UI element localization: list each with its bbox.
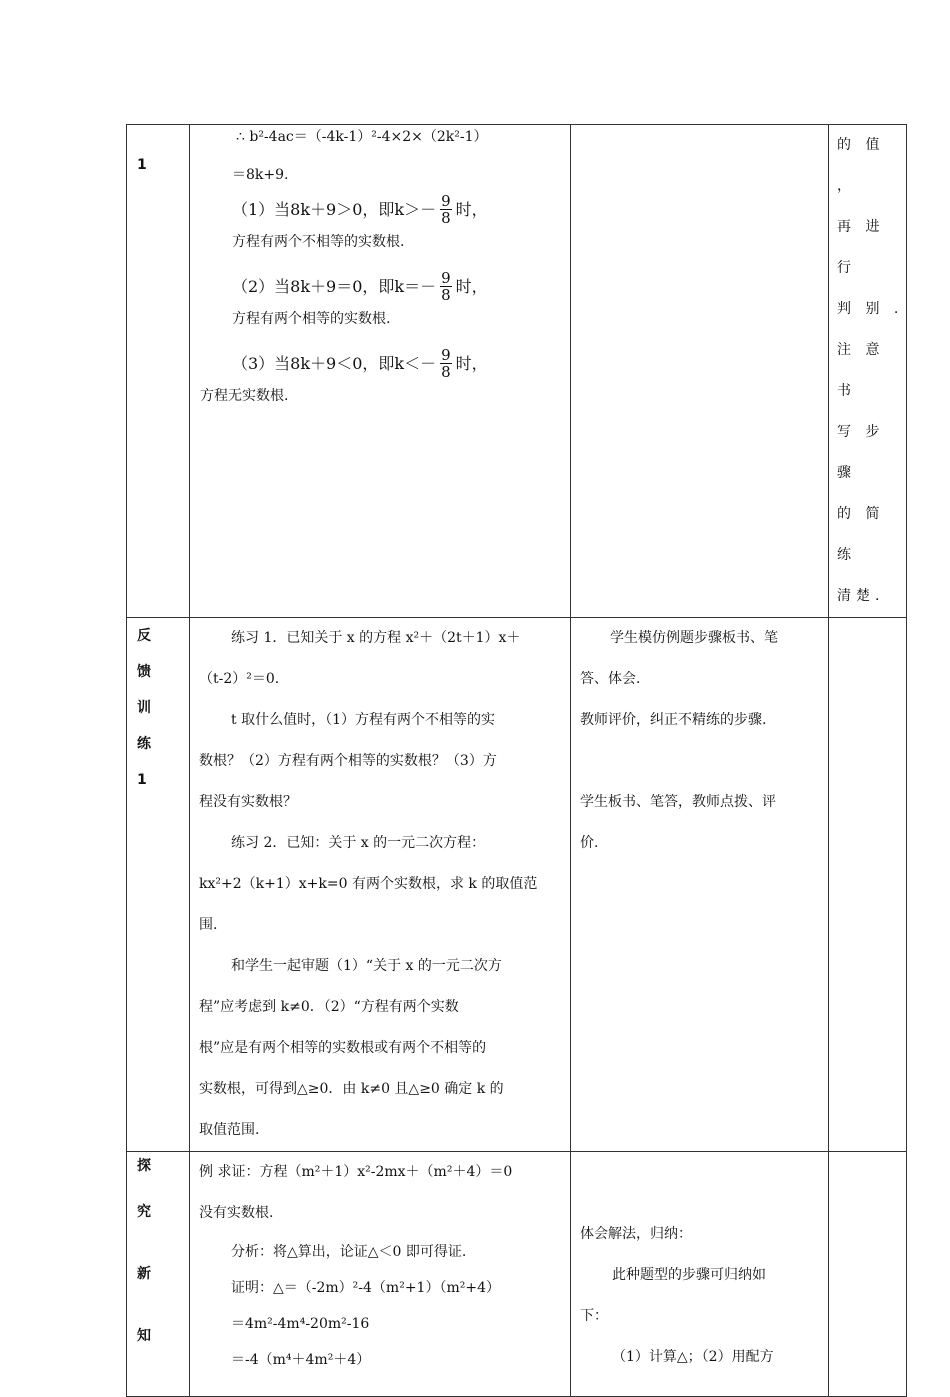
text-line: 程”应考虑到 k≠0．（2）“方程有两个实数 — [199, 999, 459, 1015]
note-line: 写 步 骤 — [837, 424, 885, 481]
text-line: ＝8k+9. — [232, 167, 289, 183]
formula-text: 时， — [455, 199, 488, 219]
formula-text: 时， — [455, 276, 488, 296]
text-line: 取值范围. — [199, 1122, 260, 1138]
activity-cell — [571, 125, 829, 618]
row-label-char: 究 — [137, 1204, 151, 1220]
activity-cell — [571, 1152, 829, 1397]
content-cell — [190, 125, 571, 618]
text-line: 学生板书、笔答，教师点拨、评 — [580, 794, 776, 810]
text-line: （1）计算△；（2）用配方 — [612, 1349, 774, 1365]
text-line: 围. — [199, 917, 218, 933]
fraction-denominator: 8 — [441, 363, 451, 381]
row-label-char: 探 — [137, 1158, 151, 1174]
text-line: 没有实数根. — [199, 1205, 274, 1221]
text-line: 数根？（2）方程有两个相等的实数根？（3）方 — [199, 753, 497, 769]
formula-line — [200, 347, 570, 380]
text-line: 根”应是有两个相等的实数根或有两个不相等的 — [199, 1040, 487, 1056]
table-row — [127, 618, 907, 1152]
text-line: 此种题型的步骤可归纳如 — [612, 1267, 766, 1283]
fraction-denominator: 8 — [441, 286, 451, 304]
text-line: 实数根，可得到△≥0．由 k≠0 且△≥0 确定 k 的 — [199, 1081, 504, 1097]
note-line: 的 简 练 — [837, 506, 885, 563]
text-line: 价. — [580, 835, 599, 851]
row-label-char: 馈 — [137, 664, 151, 680]
note-line: 的 值 ， — [837, 137, 885, 194]
fraction — [440, 193, 452, 226]
note-cell — [829, 618, 907, 1152]
formula-line — [200, 193, 570, 226]
content-cell — [190, 618, 571, 1152]
text-line: kx²+2（k+1）x+k=0 有两个实数根，求 k 的取值范 — [199, 876, 538, 892]
lesson-plan-table — [126, 124, 907, 1397]
content-cell — [190, 1152, 571, 1397]
fraction — [440, 347, 452, 380]
text-line: 答、体会. — [580, 671, 641, 687]
text-line: （t-2）²＝0. — [199, 671, 280, 687]
row-label-char: 训 — [137, 700, 151, 716]
table-row — [127, 125, 907, 618]
text-line: ＝4m²-4m⁴-20m²-16 — [231, 1316, 370, 1332]
text-line: 程没有实数根？ — [199, 794, 297, 810]
row-label-char: 新 — [137, 1266, 151, 1282]
formula-text: （3）当8k＋9＜0，即k＜－ — [232, 353, 437, 373]
text-line: 方程有两个不相等的实数根. — [232, 234, 405, 250]
text-line: 例 求证：方程（m²＋1）x²-2mx＋（m²＋4）＝0 — [199, 1164, 513, 1180]
row-label — [127, 1152, 190, 1397]
formula-text: 时， — [455, 353, 488, 373]
activity-cell — [571, 618, 829, 1152]
text-line: 方程有两个相等的实数根. — [232, 311, 391, 327]
note-line: 判 别 . — [837, 301, 904, 317]
text-line: 证明：△＝（-2m）²-4（m²+1）（m²+4） — [231, 1280, 500, 1296]
text-line: 方程无实数根. — [200, 388, 289, 404]
fraction-numerator: 9 — [441, 192, 451, 210]
row-label — [127, 125, 190, 618]
row-label-char: 反 — [137, 628, 151, 644]
row-label-char: 知 — [137, 1328, 151, 1344]
text-line: 和学生一起审题（1）“关于 x 的一元二次方 — [231, 958, 502, 974]
formula-text: （2）当8k＋9＝0，即k＝－ — [232, 276, 437, 296]
fraction-denominator: 8 — [441, 209, 451, 227]
row-label-text: 1 — [137, 157, 147, 173]
text-line: 教师评价，纠正不精练的步骤. — [580, 712, 767, 728]
text-line — [580, 741, 828, 782]
fraction-numerator: 9 — [441, 346, 451, 364]
formula-line — [200, 270, 570, 303]
formula-text: （1）当8k＋9＞0，即k＞－ — [232, 199, 437, 219]
fraction — [440, 270, 452, 303]
note-cell — [829, 125, 907, 618]
text-line: ∴ b²-4ac＝（-4k-1）²-4×2×（2k²-1） — [236, 129, 488, 145]
text-line: ＝-4（m⁴＋4m²＋4） — [231, 1352, 371, 1368]
text-line: 分析：将△算出，论证△＜0 即可得证. — [231, 1244, 467, 1260]
text-line: 练习 2．已知：关于 x 的一元二次方程： — [231, 835, 486, 851]
table-row — [127, 1152, 907, 1397]
note-line: 清楚. — [837, 588, 885, 604]
note-line: 注 意 书 — [837, 342, 885, 399]
text-line: 练习 1．已知关于 x 的方程 x²＋（2t＋1）x＋ — [231, 630, 521, 646]
note-cell — [829, 1152, 907, 1397]
row-label — [127, 618, 190, 1152]
text-line: 体会解法，归纳： — [580, 1226, 692, 1242]
text-line: t 取什么值时，（1）方程有两个不相等的实 — [231, 712, 495, 728]
row-label-char: 1 — [137, 772, 147, 788]
fraction-numerator: 9 — [441, 269, 451, 287]
text-line: 学生模仿例题步骤板书、笔 — [610, 630, 778, 646]
text-line: 下： — [580, 1308, 608, 1324]
note-line: 再 进 行 — [837, 219, 885, 276]
row-label-char: 练 — [137, 736, 151, 752]
